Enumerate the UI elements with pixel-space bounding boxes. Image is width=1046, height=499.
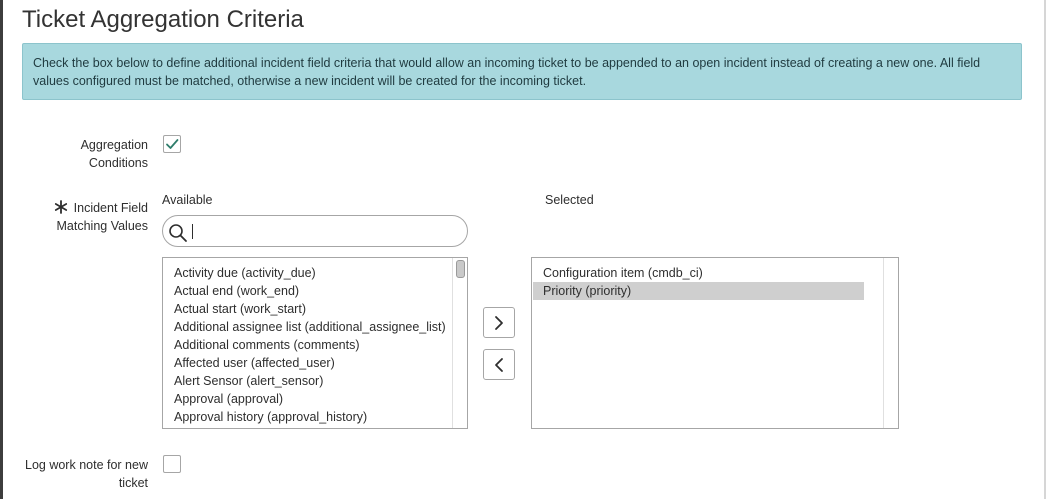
matching-label-line1: Incident Field (73, 201, 148, 215)
list-item[interactable]: Actual start (work_start) (174, 302, 306, 316)
available-heading: Available (162, 193, 213, 207)
search-icon (168, 223, 188, 243)
list-item[interactable]: Approval history (approval_history) (174, 410, 368, 424)
aggregation-conditions-label (60, 136, 148, 172)
log-work-note-label-line2: ticket (118, 476, 148, 490)
available-scrollbar-thumb[interactable] (456, 260, 465, 278)
info-message-text: Check the box below to define additional incident field criteria that would allow an incoming ticket to be appended to an open incident instead of creating a new one. All field values configured must be matched, otherwise a new incident will be created for the incoming ticket. (33, 56, 981, 88)
selected-heading: Selected (545, 193, 594, 207)
log-work-note-label-line1: Log work note for new (25, 458, 148, 472)
list-item[interactable]: Additional comments (comments) (174, 338, 360, 352)
log-work-note-checkbox[interactable] (163, 455, 181, 473)
left-edge-bar (0, 0, 3, 499)
available-search-box[interactable] (162, 215, 468, 247)
add-to-selected-button[interactable] (483, 307, 515, 338)
checkmark-icon (164, 136, 180, 152)
log-work-note-label (10, 456, 148, 492)
available-items (163, 264, 446, 426)
available-scrollbar[interactable] (452, 258, 467, 428)
list-item[interactable]: Activity due (activity_due) (174, 266, 316, 280)
selected-list[interactable] (531, 257, 899, 429)
list-item[interactable]: Additional assignee list (additional_assignee_list) (174, 320, 446, 334)
matching-label-line2: Matching Values (56, 219, 148, 233)
available-search-input[interactable] (190, 221, 456, 241)
incident-field-matching-label (40, 199, 148, 235)
aggregation-label-line1: Aggregation (80, 138, 148, 152)
list-item[interactable]: Alert Sensor (alert_sensor) (174, 374, 324, 388)
aggregation-conditions-checkbox[interactable] (163, 135, 181, 153)
selected-items (533, 264, 864, 300)
asterisk-icon (54, 200, 68, 214)
chevron-right-icon (492, 315, 506, 331)
list-item[interactable]: Approval (approval) (174, 392, 284, 406)
list-item[interactable]: Priority (priority) (533, 282, 864, 300)
info-message (22, 43, 1022, 100)
selected-list-divider (883, 258, 884, 428)
list-item[interactable]: Configuration item (cmdb_ci) (543, 266, 703, 280)
page-title: Ticket Aggregation Criteria (22, 6, 304, 33)
remove-from-selected-button[interactable] (483, 349, 515, 380)
list-item[interactable]: Actual end (work_end) (174, 284, 300, 298)
chevron-left-icon (492, 357, 506, 373)
list-item[interactable]: Affected user (affected_user) (174, 356, 335, 370)
text-cursor (192, 224, 193, 239)
aggregation-label-line2: Conditions (88, 156, 148, 170)
available-list[interactable] (162, 257, 468, 429)
